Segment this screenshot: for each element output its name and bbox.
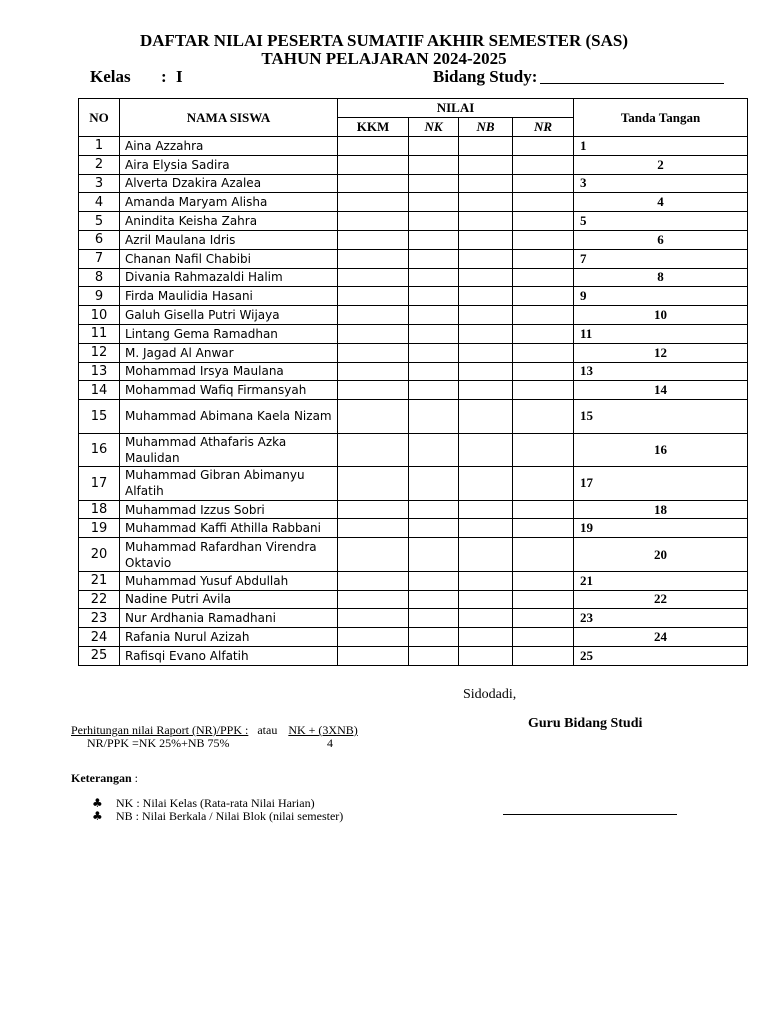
student-name: Lintang Gema Ramadhan — [120, 324, 338, 343]
nb-cell[interactable] — [459, 343, 513, 362]
nk-cell[interactable] — [409, 343, 459, 362]
nr-cell[interactable] — [513, 287, 574, 306]
nr-cell[interactable] — [513, 268, 574, 287]
nk-cell[interactable] — [409, 212, 459, 231]
col-nama-header: NAMA SISWA — [120, 99, 338, 137]
student-name: Aira Elysia Sadira — [120, 155, 338, 174]
signature-cell[interactable]: 6 — [574, 230, 748, 249]
nb-cell[interactable] — [459, 174, 513, 193]
student-number: 18 — [79, 500, 120, 519]
student-name: Muhammad Izzus Sobri — [120, 500, 338, 519]
note-text: NK : Nilai Kelas (Rata-rata Nilai Harian) — [116, 796, 315, 810]
kkm-cell[interactable] — [338, 381, 409, 400]
signature-cell[interactable]: 8 — [574, 268, 748, 287]
kkm-cell[interactable] — [338, 324, 409, 343]
table-row — [79, 646, 748, 665]
nr-cell[interactable] — [513, 628, 574, 647]
student-number: 5 — [79, 212, 120, 231]
kkm-cell[interactable] — [338, 433, 409, 467]
table-row — [79, 500, 748, 519]
kkm-cell[interactable] — [338, 155, 409, 174]
student-name: Rafania Nurul Azizah — [120, 628, 338, 647]
nb-cell[interactable] — [459, 193, 513, 212]
student-name: Alverta Dzakira Azalea — [120, 174, 338, 193]
student-name: Muhammad Rafardhan Virendra Oktavio — [120, 538, 338, 572]
student-name: Rafisqi Evano Alfatih — [120, 646, 338, 665]
nk-cell[interactable] — [409, 174, 459, 193]
nk-cell[interactable] — [409, 609, 459, 628]
signature-cell[interactable]: 7 — [574, 249, 748, 268]
signature-cell[interactable]: 13 — [574, 362, 748, 381]
kkm-cell[interactable] — [338, 646, 409, 665]
kkm-cell[interactable] — [338, 538, 409, 572]
nr-cell[interactable] — [513, 306, 574, 325]
nk-cell[interactable] — [409, 590, 459, 609]
kkm-cell[interactable] — [338, 193, 409, 212]
nb-cell[interactable] — [459, 155, 513, 174]
student-number: 15 — [79, 400, 120, 434]
signature-cell[interactable]: 9 — [574, 287, 748, 306]
table-row — [79, 268, 748, 287]
nr-cell[interactable] — [513, 646, 574, 665]
nr-cell[interactable] — [513, 571, 574, 590]
col-nilai-header: NILAI — [338, 99, 574, 118]
student-number: 19 — [79, 519, 120, 538]
student-name: Muhammad Abimana Kaela Nizam — [120, 400, 338, 434]
student-name: Muhammad Gibran Abimanyu Alfatih — [120, 467, 338, 501]
kkm-cell[interactable] — [338, 306, 409, 325]
kkm-cell[interactable] — [338, 519, 409, 538]
nb-cell[interactable] — [459, 467, 513, 501]
nk-cell[interactable] — [409, 324, 459, 343]
nb-cell[interactable] — [459, 306, 513, 325]
table-row — [79, 609, 748, 628]
nr-cell[interactable] — [513, 137, 574, 156]
signature-cell[interactable]: 17 — [574, 467, 748, 501]
kkm-cell[interactable] — [338, 609, 409, 628]
student-number: 25 — [79, 646, 120, 665]
table-row — [79, 400, 748, 434]
nk-cell[interactable] — [409, 646, 459, 665]
student-number: 7 — [79, 249, 120, 268]
student-name: Mohammad Wafiq Firmansyah — [120, 381, 338, 400]
nr-cell[interactable] — [513, 590, 574, 609]
student-name: Mohammad Irsya Maulana — [120, 362, 338, 381]
table-row — [79, 230, 748, 249]
calc-denominator: 4 — [327, 736, 333, 750]
kkm-cell[interactable] — [338, 628, 409, 647]
student-name: Anindita Keisha Zahra — [120, 212, 338, 231]
nk-cell[interactable] — [409, 306, 459, 325]
signature-cell[interactable]: 22 — [574, 590, 748, 609]
nb-cell[interactable] — [459, 590, 513, 609]
nk-cell[interactable] — [409, 519, 459, 538]
nr-cell[interactable] — [513, 538, 574, 572]
nk-cell[interactable] — [409, 571, 459, 590]
nr-cell[interactable] — [513, 433, 574, 467]
student-number: 1 — [79, 137, 120, 156]
student-name: Aina Azzahra — [120, 137, 338, 156]
student-name: Nur Ardhania Ramadhani — [120, 609, 338, 628]
keterangan-label: Keterangan — [71, 771, 132, 785]
table-row — [79, 249, 748, 268]
nb-cell[interactable] — [459, 519, 513, 538]
grades-table — [78, 98, 748, 666]
nr-cell[interactable] — [513, 381, 574, 400]
student-number: 8 — [79, 268, 120, 287]
table-row — [79, 174, 748, 193]
class-info-line — [90, 67, 730, 87]
student-number: 4 — [79, 193, 120, 212]
calculation-formula-line2 — [87, 736, 333, 751]
nr-cell[interactable] — [513, 324, 574, 343]
nb-cell[interactable] — [459, 538, 513, 572]
table-row — [79, 433, 748, 467]
table-row — [79, 212, 748, 231]
nb-cell[interactable] — [459, 628, 513, 647]
student-name: Amanda Maryam Alisha — [120, 193, 338, 212]
student-number: 9 — [79, 287, 120, 306]
student-name: Divania Rahmazaldi Halim — [120, 268, 338, 287]
club-bullet-icon: ♣ — [92, 796, 103, 810]
kkm-cell[interactable] — [338, 467, 409, 501]
nr-cell[interactable] — [513, 249, 574, 268]
table-row — [79, 155, 748, 174]
student-name: Galuh Gisella Putri Wijaya — [120, 306, 338, 325]
student-number: 14 — [79, 381, 120, 400]
table-row — [79, 538, 748, 572]
student-name: Firda Maulidia Hasani — [120, 287, 338, 306]
kkm-cell[interactable] — [338, 249, 409, 268]
kkm-cell[interactable] — [338, 287, 409, 306]
nr-cell[interactable] — [513, 362, 574, 381]
table-row — [79, 324, 748, 343]
kelas-label: Kelas — [90, 67, 131, 86]
nk-cell[interactable] — [409, 628, 459, 647]
club-bullet-icon: ♣ — [92, 809, 103, 823]
student-name: Muhammad Yusuf Abdullah — [120, 571, 338, 590]
kkm-cell[interactable] — [338, 400, 409, 434]
nb-cell[interactable] — [459, 137, 513, 156]
kelas-colon: : — [161, 67, 167, 86]
student-number: 2 — [79, 155, 120, 174]
nb-cell[interactable] — [459, 381, 513, 400]
nr-cell[interactable] — [513, 193, 574, 212]
table-row — [79, 306, 748, 325]
student-number: 22 — [79, 590, 120, 609]
nk-cell[interactable] — [409, 268, 459, 287]
calc-percent-formula: NR/PPK =NK 25%+NB 75% — [87, 736, 230, 750]
nk-cell[interactable] — [409, 137, 459, 156]
student-number: 20 — [79, 538, 120, 572]
nk-cell[interactable] — [409, 467, 459, 501]
nb-cell[interactable] — [459, 571, 513, 590]
nr-cell[interactable] — [513, 467, 574, 501]
student-number: 21 — [79, 571, 120, 590]
table-row — [79, 628, 748, 647]
nk-cell[interactable] — [409, 155, 459, 174]
table-row — [79, 193, 748, 212]
table-row — [79, 467, 748, 501]
student-number: 17 — [79, 467, 120, 501]
signature-cell[interactable]: 16 — [574, 433, 748, 467]
nk-cell[interactable] — [409, 230, 459, 249]
student-name: Muhammad Athafaris Azka Maulidan — [120, 433, 338, 467]
col-no-header: NO — [79, 99, 120, 137]
calc-numerator: NK + (3XNB) — [288, 723, 358, 737]
sub-nr-header: NR — [513, 118, 574, 137]
student-number: 11 — [79, 324, 120, 343]
student-number: 16 — [79, 433, 120, 467]
document-title: DAFTAR NILAI PESERTA SUMATIF AKHIR SEMESTER (SAS) — [139, 31, 629, 50]
table-row — [79, 571, 748, 590]
kelas-value: I — [176, 67, 183, 86]
kkm-cell[interactable] — [338, 343, 409, 362]
nk-cell[interactable] — [409, 249, 459, 268]
signature-cell[interactable]: 25 — [574, 646, 748, 665]
sub-nk-header: NK — [409, 118, 459, 137]
bidang-study-label: Bidang Study: — [433, 67, 538, 86]
nk-cell[interactable] — [409, 400, 459, 434]
nr-cell[interactable] — [513, 609, 574, 628]
note-nb — [92, 809, 343, 824]
nk-cell[interactable] — [409, 433, 459, 467]
keterangan — [71, 771, 138, 786]
student-number: 10 — [79, 306, 120, 325]
signature-cell[interactable]: 21 — [574, 571, 748, 590]
table-row — [79, 362, 748, 381]
student-number: 12 — [79, 343, 120, 362]
kkm-cell[interactable] — [338, 174, 409, 193]
nk-cell[interactable] — [409, 362, 459, 381]
nb-cell[interactable] — [459, 230, 513, 249]
nr-cell[interactable] — [513, 155, 574, 174]
nr-cell[interactable] — [513, 343, 574, 362]
table-row — [79, 137, 748, 156]
student-name: Chanan Nafil Chabibi — [120, 249, 338, 268]
nb-cell[interactable] — [459, 500, 513, 519]
kkm-cell[interactable] — [338, 362, 409, 381]
student-number: 23 — [79, 609, 120, 628]
signature-cell[interactable]: 19 — [574, 519, 748, 538]
student-number: 3 — [79, 174, 120, 193]
student-number: 13 — [79, 362, 120, 381]
nk-cell[interactable] — [409, 193, 459, 212]
nr-cell[interactable] — [513, 174, 574, 193]
keterangan-colon: : — [134, 771, 138, 785]
signature-cell[interactable]: 20 — [574, 538, 748, 572]
col-tanda-tangan-header: Tanda Tangan — [574, 99, 748, 137]
signature-cell[interactable]: 5 — [574, 212, 748, 231]
kkm-cell[interactable] — [338, 230, 409, 249]
nk-cell[interactable] — [409, 500, 459, 519]
kkm-cell[interactable] — [338, 590, 409, 609]
note-text: NB : Nilai Berkala / Nilai Blok (nilai semester) — [116, 809, 344, 823]
student-number: 24 — [79, 628, 120, 647]
nr-cell[interactable] — [513, 500, 574, 519]
student-name: M. Jagad Al Anwar — [120, 343, 338, 362]
calc-label: Perhitungan nilai Raport (NR)/PPK : — [71, 723, 249, 737]
table-row — [79, 381, 748, 400]
nb-cell[interactable] — [459, 287, 513, 306]
kkm-cell[interactable] — [338, 137, 409, 156]
kkm-cell[interactable] — [338, 212, 409, 231]
school-year: TAHUN PELAJARAN 2024-2025 — [261, 49, 507, 68]
nk-cell[interactable] — [409, 538, 459, 572]
student-number: 6 — [79, 230, 120, 249]
signature-cell[interactable]: 18 — [574, 500, 748, 519]
kkm-cell[interactable] — [338, 500, 409, 519]
nr-cell[interactable] — [513, 230, 574, 249]
signature-cell[interactable]: 12 — [574, 343, 748, 362]
nb-cell[interactable] — [459, 268, 513, 287]
sub-kkm-header: KKM — [338, 118, 409, 137]
signature-cell[interactable]: 14 — [574, 381, 748, 400]
table-row — [79, 343, 748, 362]
nb-cell[interactable] — [459, 433, 513, 467]
bidang-study-blank[interactable] — [540, 83, 724, 84]
signature-line[interactable] — [503, 814, 677, 815]
kkm-cell[interactable] — [338, 571, 409, 590]
nb-cell[interactable] — [459, 249, 513, 268]
student-name: Azril Maulana Idris — [120, 230, 338, 249]
nb-cell[interactable] — [459, 400, 513, 434]
nb-cell[interactable] — [459, 212, 513, 231]
signature-cell[interactable]: 4 — [574, 193, 748, 212]
nr-cell[interactable] — [513, 212, 574, 231]
signature-place: Sidodadi, — [463, 687, 517, 702]
nb-cell[interactable] — [459, 362, 513, 381]
signature-cell[interactable]: 24 — [574, 628, 748, 647]
signature-cell[interactable]: 23 — [574, 609, 748, 628]
table-row — [79, 287, 748, 306]
signature-cell[interactable]: 10 — [574, 306, 748, 325]
signer-title: Guru Bidang Studi — [528, 716, 643, 731]
table-row — [79, 590, 748, 609]
signature-cell[interactable]: 15 — [574, 400, 748, 434]
student-name: Muhammad Kaffi Athilla Rabbani — [120, 519, 338, 538]
signature-cell[interactable]: 1 — [574, 137, 748, 156]
signature-cell[interactable]: 3 — [574, 174, 748, 193]
sub-nb-header: NB — [459, 118, 513, 137]
nr-cell[interactable] — [513, 400, 574, 434]
signature-cell[interactable]: 11 — [574, 324, 748, 343]
nb-cell[interactable] — [459, 646, 513, 665]
nk-cell[interactable] — [409, 381, 459, 400]
kkm-cell[interactable] — [338, 268, 409, 287]
nb-cell[interactable] — [459, 324, 513, 343]
nk-cell[interactable] — [409, 287, 459, 306]
nb-cell[interactable] — [459, 609, 513, 628]
table-row — [79, 519, 748, 538]
student-name: Nadine Putri Avila — [120, 590, 338, 609]
calc-or: atau — [257, 723, 278, 737]
signature-cell[interactable]: 2 — [574, 155, 748, 174]
nr-cell[interactable] — [513, 519, 574, 538]
